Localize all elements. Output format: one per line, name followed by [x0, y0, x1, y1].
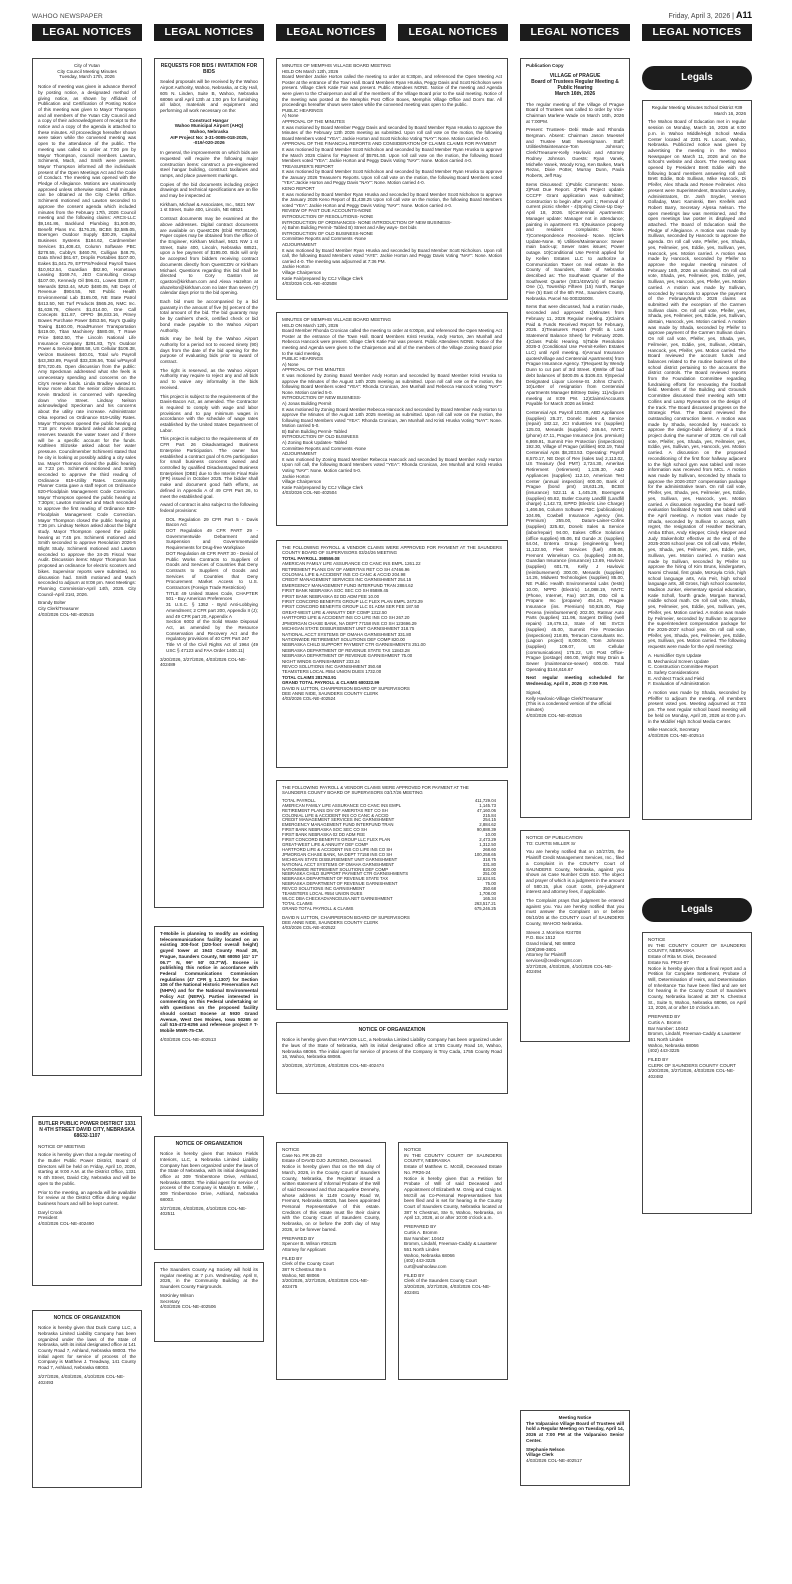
case-number: Case No. PR 26-23 — [282, 1152, 322, 1158]
notice-code: 3/20/2026, 3/27/2026, 4/03/2026 COL-NE-402481 — [404, 1284, 491, 1295]
notice-code: 3/20/2026, 3/27/2026, 4/03/2026 COL-NE-402474 — [282, 1063, 384, 1069]
legals-heading: Legals — [642, 898, 752, 922]
notice-line: It was motioned by Board Member Ryan Hruska and seconded by Board Member Scott Nicholson to approve the January 2026 Keno Report of $1,438.25 Upon roll call vote on the motion, the following Board Members voted "YEA": Jackie Horton and Peggy Davis Voting "NAY": None. Motion carried 4-0. — [282, 191, 502, 208]
notice-code: 4/03/2026 COL-NE-402516 — [526, 712, 582, 718]
signature-label: Signed, — [526, 689, 542, 695]
claim-amount: 350.68 — [482, 886, 496, 892]
attorney-name: Spencer B. Wilson #26125 — [282, 1241, 337, 1247]
filer: Clerk of the County Court — [282, 1261, 334, 1267]
signature-title: Secretary — [160, 1298, 180, 1304]
legal-notices-banner: LEGAL NOTICES — [276, 24, 386, 41]
notice-body: The regular meeting of the Village of Prague Board of Trustees was called to order by Vice-Chairman Marlene Wade on March 16th, 2026 at 7:00PM. — [526, 101, 624, 124]
claim-amount: 268.60 — [482, 846, 496, 852]
notice-body: Notice of meeting was given in advance thereof by posting notice, a designated method of giving notice, as shown by Affidavit of Publication and Certification of Posting Notice of this meeting was given to Mayor Thompson and all members of the Yutan City Council and a copy of their acknowledgment of receipt to the notice and a copy of the agenda is attached to these minutes. All proceedings hereafter shown were taken while the convened meeting was open to the attendance of the public. The meeting was called to order at 7:00 pm by Mayor Thompson, council members Lawton, Schimenti, Mach, and Smith were present. Mayor Thompson informed all the individuals present of the Open Meetings Act and the Code of Conduct. The meeting was opened with the Pledge of Allegiance. Motions are unanimously approved unless otherwise stated. Full minutes can be obtained at the City Clerks Office. Schimenti motioned and Lawton seconded to approve the consent agenda which included minutes from the February 17th, 2026 Council meeting and the following claims: ARCS-LLC $9,161.86, Backlund Plumbing $1,500.00, Benefit Plans Inc. $176.25, BCBS $2,585.05, Boerngen Outdoor Supply $30.29, Capital Business Systems $184.62, Cardmember Services $1,408.43, Column Software PBC $278.55, Cubby's $460.78, Culligan $48.75, Data Shred $61.67, Droplin Portables $107.00, Eakes $1,041.79, EFTPS/Federal Payroll Taxes $10,912.54, Guardian $82.90, Hometown Leasing $169.74, JEO Consulting Group $107.00, Kennedy Oil $96.01, Lowes $189.47, Menards $253.44, MUD $480.05, NE Dept of Revenue $904.55, NE Public Health Environmental Lab $165.00, NE State Patrol $413.50, NE Turf Products $565.26, NMC Inc. $1,638.78, Olsen's $1,014.00, One Call Concepts $11.87, OPPD $6,033.16, Pitney Bowes Purchase Power $453.56, Ray's Quality Towing $160.00, RoadRunner Transportation $419.00, Titan Machinery $580.08, T Rowe Price $462.50, The Lincoln National Life Insurance Company $291.83, Ty's Outdoor Power & Service $688.58, US Cellular $106.38, Verizon Business $40.01, Total w/o Payroll $43,383.89, Payroll $33,336.56, Total w/Payroll $76,720.45. Open discussion from the public: Amy Speckman addressed what she feels is unnecessary spending and concerns on the City's reserve funds. Linda Bradley wanted to know more about the senior citizen discount. Kevin Bradord is concerned with speeding down Vine Street. Lindsay Nelson acknowledged Speckman and his concerns about the utility rate increase. Administrator Olsa reported on Ordinance 819-Utility Rates. Mayor Thompson opened the public hearing at 7:18 pm: Kevin Bradord asked about putting reserves towards the water tower and if there will be a specific account for the funds. Kathleen Slizoske asked about her water pressure. Councilmember Schimenti stated that he city is looking at possibly adding a city sales tax. Mayor Thomson closed the public hearing at 7:23 pm. Schimenti motioned and Smith seconded to approve the third reading of Ordinance 819-Utility Rates. Community Planner Costa gave a staff report on Ordinance 820-Floodplain Management Code Correction. Mayor Thompson opened the public hearing at 7:30pm; Lawton motioned and Mach seconded to approve the first reading of Ordinance 820-Floodplain Management Code Correction. Mayor Thompson closed the public hearing at 7:36 pm. Lindsay Nelson asked about the blight study. Mayor Thompson opened the public hearing at 7:45 pm. Schimenti motioned and Smith seconded to approve Resolution 2026-5 Blight Study. Schimenti motioned and Lawton seconded to approve the 24-25 Fiscal Year Audit. Discussion items: Mayor Thompson has proposed an ordinance for electric scooters and bikes. Supervisor reports were submitted, no discussion had. Smith motioned and Mach seconded to adjourn at 8:08 pm. Next Meetings: Planning Commission-April 14th, 2026. City Council-April 21st, 2026. — [38, 84, 136, 597]
estate-name: Estate of Rita M. Divis, Deceased — [648, 954, 717, 960]
claim-vendor: CREDIT MANAGEMENT SERVICES INC GARNISHMENT — [282, 817, 395, 823]
claim-amount: 254.15 — [482, 817, 496, 823]
firm-address: 551 North Linden — [404, 1246, 440, 1252]
claim-vendor: NATIONAL ACCT SYSTEMS OF OMAHA GARNISHMENT — [282, 861, 395, 867]
notice-title: Regular Meeting Minutes School District #39 — [651, 105, 743, 110]
law-firm: Bromm, Lindahl, Freeman-Caddy & Lausterer — [404, 1241, 497, 1247]
claim-line: NEBRASKA DEPARTMENT OF REVENUE STATE TAX 11843.28 — [282, 647, 410, 653]
notice-title: NOTICE OF ORGANIZATION — [53, 1315, 121, 1321]
claim-vendor: WLCC DBA CHECKADVANCEUSA.NET GARNISHMENT — [282, 895, 393, 901]
jurging-estate-notice — [276, 1142, 386, 1380]
firm-city: Wahoo, Nebraska 68066 — [648, 1042, 699, 1048]
signature: Kelly Havlovic-Village Clerk/Treasurer — [526, 695, 603, 701]
valparaiso-meeting-notice — [520, 1410, 630, 1486]
notice-line: It was motioned by Zoning Board Member Rebecca Hancock and seconded by Board Member Andy Horton Upon roll call, the following Board Members voted "YEA": Rhonda Cronican, Jen Munhall and Kristi Hruska Voting "NAY": None. Motion carried 5-0. — [282, 456, 502, 474]
signature: Brandy Bolter — [38, 600, 66, 606]
notice-line: INTRODUCTION OF ORDINANCES- NONE INTRODUCTION OF NEW BUSINESS- — [282, 219, 452, 225]
notice-title: NOTICE OF ORGANIZATION — [175, 1141, 243, 1147]
duck-camp-organization-notice — [32, 1310, 142, 1488]
section-heading: KENO REPORT — [282, 186, 315, 192]
claims-table — [282, 799, 502, 912]
legal-notices-banner: LEGAL NOTICES — [32, 24, 142, 41]
federal-provision: 31 U.S.C. § 1352 - Byrd Anti-Lobbying Amendment; 2 CFR part 200, Appendix II (J); and 49 CFR part 20, Appendix A — [166, 602, 258, 619]
claim-amount: 90,888.39 — [476, 827, 496, 833]
notice-body: Notice is hereby given that on the 9th day of March, 2026, in the County Court of Saunders County, Nebraska, the Registrar issued a written statement of Informal Probate of the Will of said Deceased and that Jacqueline Dennehy, whose address is 1149 County Road W, Fremont, Nebraska 68025, has been appointed Personal Representative of this estate. Creditors of this estate must file their claims with the County Court of Saunders County, Nebraska, on or before the 20th day of May 2026, or be forever barred. — [282, 1164, 380, 1232]
notice-body: The Complaint prays that judgment be entered against you. You are hereby notified that you must answer the Complaint on or before 05/10/26 at the COUNTY court of SAUNDERS County, WAHOO Nebraska. — [526, 898, 624, 926]
notice-body: Centennial Apt. Payroll 103.89, ABD Appliances (supplies) 25.37, Donelc Sales & Service (repair) 182.12, JCI Industries Inc (supplies) 125.03, Menards (supplies) 246.64, NNTC (phone) 47.11, Prague Insurance (ins. premium) 6,869.91, Summit Fire Protection (inspections) 192.30, Village of Prague (utilities) 602.19, Total Centennial Apts $8,203.53. Operating: Payroll 8,570.17, NE Dept of Rev (sales tax) 2,113.02, US Treasury (fed PMT) 2,724.30, Ameritas Retirement (retirement) 1,136.30, A&D Appliances (supplies) 112.10, American Test Center (annual inspection) 600.00, Bank of Prague (bond pmt) 18,631.25, BCBS (insurance) 522.11 & 1,445.29, Boerngens (supplies) 65.82, Butler County Landfill (Landfill charge) 1,142.73, EPPD (Electric Line Charge) 1,466.56, Column Software PBC (publications) 104.95, Cowbell Insurance Agency (ins. Premium) 255.00, Datum-Lainer-Cofins (supplies) 325.82, Donelc Sales & Service (labor/repair) 94.00, Eakes Office Solutions (office supplies) 85.06, Ed Gunde Jr. (supplies) 64.04, Enterra Group (engineering fees) 11,122.50, Fleet Services (fuel) 498.06, Fremont Winnelson Co. (supplies) 249.04, Guardian Insurance (insurance) 13.69, Havlovic (supplies) 601.78, Kelly J Havlovic (reimbursement) 300.00, Menards (supplies) 14.26, Midwest Technologies (supplies) 85.00, NE Public Health Environmental Labs (tests) 10.00, NPPD (Electric) 14,088.19, NNTC (Phone, Internet, Fax) 167.38, Otto Oil & Propane Inc (propane) 454.24, Prague Insurance (ins. Premium) 50,926.00, Ray Pecena (reimbursement) 202.00, Ratmar Auto Parts (supplies) 111.96, Sargent Drilling (well repairs) 19,479.13, State of NE SVCS (supplies) 45.00, Summit Fire Protection (inspections) 218.85, Terracon Consultants Inc. (Lagoon project) 8,000.00, Tom Johnson (supplies) 109.07, US Cellular (communications) 175.22, US Post Office-Prague (postage) 466.00, Wright Way Drain & Sewer (maintenance-sewer) 600.00. Total Operating $144,616.67 — [526, 410, 624, 672]
claim-amount: 12,624.81 — [476, 876, 496, 882]
notice-title: NOTICE — [282, 1147, 300, 1152]
claim-vendor: TEAMSTERS LOCAL #554 UNION DUES — [282, 891, 363, 897]
notice-title: VILLAGE of PRAGUE — [549, 72, 601, 79]
notice-code: 4/03/2026 COL-NE-402522 — [282, 925, 336, 931]
bids-notice — [154, 58, 264, 908]
notice-body: Contract documents may be examined at the above addresses. Digital contract documents are available on QuestCDN (Ebid #9736106). Paper copies may be obtained from the office of the Engineer, Kirkham Michael, 5621 NW 1 st Street, Suite 400, Lincoln, Nebraska 68521, upon a fee payment of $195.00. Bids will only be accepted from bidders receiving contract documents directly from QuestCDN or Kirkham Michael. Questions regarding this bid shall be directed to Cory Gaston at cgaston@kirkham.com and Alexa Hazelton at ahazelton@kirkham.com no later than seven (7) calendar days prior to the bid opening. — [160, 216, 258, 296]
notice-line: Committee Reports and Comments -None — [282, 445, 367, 451]
legal-notices-banner: LEGAL NOTICES — [642, 24, 752, 41]
attorney-role: Attorney for Applicant — [282, 1246, 326, 1252]
section-heading: INTRODUCTION OF NEW BUSINESS- — [282, 395, 362, 401]
claim-vendor: NEBRASKA CHILD SUPPORT PAYMENT CTR GARNISHMENTS — [282, 871, 409, 877]
claim-line: EMERGENCY MANAGEMENT FUND INTERFUND TRAN 2884.62 — [282, 582, 414, 588]
signature-title: Village Chairperson — [282, 269, 322, 275]
claim-line: REVCO SOLUTIONS INC GARNISHMENT 350.68 — [282, 663, 382, 669]
engineer-address: Kirkham, Michael & Associates, Inc., 5621 NW 1 st Street, Suite 400, Lincoln, NE 68521 — [160, 201, 255, 213]
claim-line: NEBRASKA CHILD SUPPORT PAYMENT CTR GARNISHMENTS 251.00 — [282, 642, 426, 648]
request-item: D. Safety Considerations — [648, 669, 699, 675]
signature-title: President — [38, 1215, 58, 1221]
section-heading: PUBLIC HEARINGS — [282, 356, 324, 362]
notice-line: It was motioned by Zoning Board Member Andy Horton and seconded by Board Member Kristi Hruska to approve the Minutes of the August 14th 2025 meeting as submitted. Upon roll call vote on the motion, the following Board Members voted "YEA": Rhonda Cronican, Jen Munhall and Rebecca Hancock Voting "NAY": None. Motion carried 5-0. — [282, 372, 502, 395]
claim-amount: 165.34 — [482, 895, 496, 901]
claim-vendor: NATIONWIDE RETIREMENT SOLUTIONS DEF COMP — [282, 866, 389, 872]
firm-phone: (402) 443-3225 — [648, 1048, 680, 1054]
notice-body: You are hereby notified that on 10/27/25, the Plaintiff Credit Management Services, Inc., filed a Complaint in the COUNTY Court of SAUNDERS County, Nebraska, against you shown as Case Number CI25 610. The object and prayer of which is a judgment in the amount of 580.15, plus court costs, pre-judgment interest and attorney fees, if applicable. — [526, 849, 624, 895]
claim-line: RETIREMENT PLANS DIV OF AMERITAS RET CO SH 47466.96 — [282, 566, 410, 572]
filer: Clerk of the Saunders County Court — [404, 1278, 477, 1284]
attorney-phone: (308)398-3801 — [526, 946, 557, 952]
notice-intro: SAUNDERS COUNTY BOARD OF SUPERVISORS 03/17/26 MEETING — [282, 790, 423, 796]
notice-subtitle: Board of Trustees Regular Meeting & Public Hearing — [531, 78, 619, 92]
page-number: A11 — [735, 10, 752, 20]
claim-amount: 251.00 — [482, 871, 496, 877]
federal-provision: DOT Regulation 49 CFR PART 30 - Denial of Public Works Contracts to Suppliers of Goods and Services of Countries that Deny Contracts to Suppliers of Goods and Services of Countries that Deny Procurement Market Access to U.S. Contractors (Foreign Trade Restriction) — [166, 550, 258, 591]
notice-intro: THE FOLLOWING PAYROLL & VENDOR CLAIMS WERE APPROVED FOR PAYMENT AT THE SAUNDERS COUNTY BOARD OF SUPERVISORS 03/24/26 MEETING — [282, 545, 502, 556]
notice-title: Meeting Notice — [558, 1415, 592, 1420]
condensed-note: (This is a condensed version of the official minutes) — [526, 701, 612, 712]
notice-body: Notice is hereby given that a Petition for Probate of Will of said Deceased and Appointment of Elizabeth M. Greig and Craig M. McGill as Co-Personal Representatives has been filed and is set for hearing in the County Court of Saunders County, Nebraska located at 387 N Chestnut, Ste 5, Wahoo, Nebraska, on April 13, 2026, at or after 10:00 o'clock a.m. — [404, 1175, 502, 1221]
notice-body: The Valparaiso Village Board of Trustees will hold a Regular Meeting on Tuesday, April 14, 2026 at 7:00 PM at the Valparaiso Senior Center. — [526, 1420, 624, 1443]
notice-code: 4/03/2026 COL-NE-402515 — [38, 611, 94, 617]
claim-vendor: TOTAL PAYROLL — [282, 797, 316, 803]
notice-code: 4/03/2026 COL-NE-402490 — [38, 1221, 94, 1227]
notice-body: Items that were discussed, had a motion made, seconded and approved: 1)Minutes from February 11, 2026 Regular meeting. 2)Claims Paid & Funds Received Report for February, 2026. 3)Treasurers Report (Profit & Loss Statement/ Balance Sheet) for February 2026. 4)Class Public Hearing. 5)Table Resolution 2026-3 (Conditional Use Permit-Kellen Estates LLC) until April meeting. 6)Annual Insurance quotes/Village and Centennial Apartments) from Prague Insurance Agency. 7)Request by Wendy Dunn to cut part of 3rd Street. 8)Write off bad debt balances of $400.05 & $106.03. 9)Special Designated Liquor License-St. Johns Church. 10)Letter of resignation from Centennial Apartments Manager Brittney Daley. 11)Adjourn meeting at 8:09 PM. 12)Claims/Accounts Payable for March 2026 as listed: — [526, 304, 624, 407]
claim-amount: 331.80 — [482, 861, 496, 867]
claim-vendor: JPMORGAN CHASE BANK, NA DEPT 77158 INS CO SH — [282, 851, 393, 857]
claim-vendor: FIRST CONCORD BENEFITS GROUP LLC FLEX PLAN — [282, 837, 391, 843]
signature: DEE ANNE NIDE, SAUNDERS COUNTY CLERK — [282, 920, 379, 926]
law-firm: Bromm, Lindahl, Freeman-Caddy & Lausterer — [648, 1031, 741, 1037]
request-item: E. Architect Track and Field — [648, 675, 704, 681]
attorney-role: Attorney for Plaintiff — [526, 952, 567, 958]
section-banners — [32, 24, 752, 41]
claim-line: NATIONWIDE RETIREMENT SOLUTIONS DEF COMP 820.00 — [282, 636, 405, 642]
claims-row — [282, 907, 496, 912]
notice-date: HELD ON March 12th, 2026 — [282, 322, 339, 328]
notice-code: 3/20/2026, 3/27/2026, 4/03/2026 COL-NE-402475 — [282, 1278, 369, 1290]
notice-line: INTRODUCTION OF OLD BUSINESS-NONE — [282, 230, 374, 236]
filed-by-label: FILED BY — [648, 1057, 669, 1063]
filer-city: Wahoo, NE 68066 — [282, 1272, 320, 1278]
claim-line: AMERICAN FAMILY LIFE ASSURANCE CO CANC INS EMPL 1261.22 — [282, 561, 421, 567]
claim-amount: 75.00 — [485, 881, 496, 887]
prepared-by-label: PREPARED BY — [648, 1014, 681, 1020]
notice-title: NOTICE — [404, 1147, 422, 1152]
notice-title: City of Yutan — [74, 63, 100, 68]
claim-amount: 675,246.25 — [474, 905, 496, 911]
request-item: B. Mechanical Screen Update — [648, 658, 709, 664]
total-payroll: TOTAL PAYROLL 398559.08 — [282, 555, 340, 561]
notice-line: It was motioned by Board Member Scott Nicholson and seconded by Board Member Ryan Hruska to approve the January 2026 Treasurer's Reports. Upon roll call vote on the motion, the following Board Members voted "YEA":Jackie Horton and Peggy Davis "NAY": None. Motion carried 4-0. — [282, 169, 502, 186]
claim-amount: 10.00 — [485, 832, 496, 838]
project-name: Construct Hangar — [189, 117, 229, 123]
maison-organization-notice — [154, 1136, 264, 1250]
claim-vendor: NEBRASKA DEPARTMENT OF REVENUE GARNISHMENT — [282, 881, 398, 887]
section-heading: ADJOURNMENT — [282, 242, 317, 247]
federal-provision: Section 6002 of the Solid Waste Disposal Act, as amended by the Resource Conservation and Recovery Act and the regulatory provisions of 40 CFR Part 247 — [166, 619, 258, 642]
claim-line: JPMORGAN CHASE BANK, NA DEPT 77158 INS CO SH 123696.29 — [282, 620, 417, 626]
notice-body: This project is subject to the requirements of 49 CFR Part 26 Disadvantaged Business Enterprise Participation. The owner has established a contract goal of 6.0% participation for small business concerns owned and controlled by qualified Disadvantaged Business Enterprises (DBE) due to the Interim Final Rule (IFR) issued in October 2025. The bidder shall make and document good faith efforts, as defined in Appendix A of 49 CFR Part 26, to meet the established goal. — [160, 436, 258, 499]
claim-vendor: GRAND TOTAL PAYROLL & CLAIMS — [282, 905, 354, 911]
estate-number: Estate No. PR24-97 — [648, 959, 689, 965]
notice-body: Sealed proposals will be received by the Wahoo Airport Authority, Wahoo, Nebraska, at City Hall, 605 N. Linden, Suite B, Wahoo, Nebraska 68066 until April 13th at 1:00 pm for furnishing all labor, materials and equipment and performing all work necessary on the: — [160, 79, 258, 113]
butler-meeting-notice — [32, 1116, 142, 1286]
ag-society-notice — [154, 1262, 264, 1342]
project-location: Wahoo Municipal Airport (AHQ) — [174, 123, 244, 129]
claim-line: NIGHT WINDS GARNISHMENT 233.24 — [282, 658, 360, 664]
signature: Daryl Crook — [38, 1209, 63, 1215]
notice-code: 4/03/2026 COL-NE-402506 — [160, 1304, 216, 1310]
notice-line: It was motioned by Board Member Scott Nicholson and seconded by Board Member Ryan Hruska to approve the March 2026 Claims for Payment of $5791.50. Upon roll call vote on the motion, the following Board Members voted "YEA": Jackie Horton and Peggy Davis Voting "NAY": None. Motion carried 4-0. — [282, 146, 502, 164]
newspaper-name: WAHOO NEWSPAPER — [32, 13, 103, 20]
attorney-po-box: P.O. Box 1512 — [526, 935, 556, 941]
attorney-name: Steven J. Morrison #24708 — [526, 929, 581, 935]
project-city: Wahoo, Nebraska — [189, 129, 229, 135]
section-heading: APPROVAL OF THE MINUTES — [282, 367, 345, 373]
claim-line: CREDIT MANAGEMENT SERVICES INC GARNISHMENT 254.15 — [282, 577, 412, 583]
notice-code: 4/03/2026 COL-NE-402513 — [160, 1036, 216, 1042]
request-item: A. Humidifier Gym Update — [648, 652, 702, 658]
signature: Stephanie Nelson — [526, 1446, 565, 1452]
section-heading: INTRODUCTION OF OLD BUSINESS — [282, 434, 359, 440]
prepared-by-label: PREPARED BY — [282, 1235, 315, 1241]
notice-intro: THE FOLLOWING PAYROLL & VENDOR CLAIMS WERE APPROVED FOR PAYMENT AT THE — [282, 785, 469, 790]
claim-vendor: MICHIGAN STATE DISBURSEMENT UNIT GARNISHMENT — [282, 856, 398, 862]
notice-code: 4/03/2026 COL-NE-402517 — [526, 1457, 582, 1463]
attorney-email: services@credit-mgmt.com — [526, 958, 582, 964]
notice-line: B) Bahm Building Permit- Tabled — [282, 428, 347, 434]
yutan-minutes-notice — [32, 58, 142, 1076]
signature: Jackie Horton — [282, 264, 310, 270]
notices-area — [32, 48, 752, 1578]
filer: CLERK OF SAUNDERS COUNTY COURT — [648, 1062, 736, 1068]
bar-number: Bar Number: 10442 — [404, 1235, 445, 1241]
notice-title: MINUTES OF MEMPHIS VILLAGE BOARD MEETING — [282, 317, 392, 322]
filed-by-label: FILED BY — [282, 1255, 303, 1261]
notice-date: March 16th, 2026 — [554, 91, 596, 98]
publication-label: Publication Copy — [526, 63, 564, 68]
notice-recipient: TO: CURTIS MILLER Sr — [526, 840, 576, 846]
claim-line: MICHIGAN STATE DISBURSEMENT UNIT GARNISHMENT 318.75 — [282, 626, 415, 632]
claim-line: FIRST CONCORD BENEFITS GROUP LLC 01 ADM SER FEE 187.50 — [282, 604, 420, 610]
memphis-board-minutes — [276, 58, 508, 300]
section-heading: APPROVAL OF THE FINANCIAL REPORTS AND CONSIDERATION OF CLAIMS CLAIMS FOR PAYMENT — [282, 141, 497, 147]
notice-body: The Wahoo Board of Education met in regular session on Monday, March 16, 2026 at 6:00 p.m. in Wahoo Middle/High School Media Center located at 2201 N. Locust, Wahoo, Nebraska. Publicized notice was given by advertising the meeting in the Wahoo Newspaper on March 11, 2026 and on the school's website and doors. The meeting was opened by President Brett Eddie with the following board members answering roll call: Brett Eddie, Bob Sullivan, Mike Hancock, Di Pfeifer, Alex Shada and Renee Feilmeier. Also present were Superintendent, Brandon Lavaley, Administrators, Dr. Josh Snyder, Vernon Golladay, Marc Kaminski, Ben Kreifels and Robert Barry, Secretary Alyssa Nelson. The open meetings law was mentioned, and the open meetings law poster is displayed and attached. The Board of Education said the Pledge of Allegiance. A motion was made by Sullivan, seconded by Hancock to approve the agenda. On roll call vote, Pfeifer, yes, Shada, yes, Feilmeier, yes, Eddie, yes, Sullivan, yes, Hancock, yes. Motion carried. A motion was made by Hancock, seconded by Pfeifer to approve the regular meeting minutes of February 16th, 2026 as submitted. On roll call vote, Shada, yes, Feilmeier, yes, Eddie, yes, Sullivan, yes, Hancock, yes, Pfeifer, yes. Motion carried. A motion was made by Sullivan, seconded by Hancock to approve the payment of the February/March 2026 claims as submitted with the exception of the Carmen Sullivan claim. On roll call vote, Pfeifer, yes, Shada, yes, Feilmeier, yes, Eddie, yes, Sullivan, abstain, Hancock, yes. Motion carried. A motion was made by Shada, seconded by Pfeifer to approve payment of the Carmen Sullivan claim. On roll call vote, Pfeifer, yes, Shada, yes, Feilmeier, yes, Eddie, yes, Sullivan, Abstain, Hancock, yes, Pfeifer, yes. Motion carried. The Board reviewed the account funds and balances related to the routine business of the school district pertaining to the accounts the district controls. The Board reviewed reports from the Foundation Committee regarding fundraising efforts for renovating the football field. Members of the Building and Grounds Committee discussed their meeting with MEI Collins and Lamp Rynearson on the design of the track. The Board discussed progress on the Strategic Plan. The Board reviewed the outstanding construction items. A motion was made by Shada, seconded by Hancock to approve the design-build delivery of a track project during the summer of 2026. On roll call vote, Pfeifer, yes, Shada, yes, Feilmeier, yes, Eddie, yes, Sullivan, yes, Hancock, yes. Motion carried. A discussion on the proposed reconditioning of the first floor hallway adjacent to the high school gym was tabled until more information was received from MCL. A motion was made by Sullivan, seconded by Shada to approve the 2026-2027 compensation package for the administrative team. On roll call vote, Pfeifer, yes, Shada, yes, Feilmeier, yes, Eddie, yes, Sullivan, yes, Hancock, yes. Motion carried. A discussion regarding the board self-evaluation facilitated by NASB was tabled until the April meeting. A motion was made by Shada, seconded by Sullivan to accept, with regret, the resignation of Heather Beckman, Amba Ethos, Andy Klepper, Cindy Klepper and Judy Stukenholtz effective at the end of the 2025-2026 school year. On roll call vote, Pfeifer, yes, Shada, yes, Feilmeier, yes, Eddie, yes, Sullivan, yes. Motion carried. A motion was made by Sullivan, seconded by Pfeifer to approve the hiring of Kim Bruns, kindergarten, Naomi Chvatal, first grade, McKayla Crick, high school language arts, Aria Feit, high school language arts, Jill Gross, high school counselor, Madison Junker, elementary special education, Katie Scholl, fourth grade, Morgan Samrad, middle school math. On roll call vote, Shada, yes, Feilmeier, yes, Eddie, yes, Sullivan, yes, Pfeifer, yes. Motion carried. A motion was made by Feilmeier, seconded by Sullivan to approve the superintendent compensation package for the 2026-2027 school year. On roll call vote, Pfeifer, yes, Shada, yes, Feilmeier, yes, Eddie, yes, Sullivan, yes. Motion carried. The following requests were made for the April meeting: — [648, 119, 746, 650]
bar-number: Bar Number: 10442 — [648, 1025, 689, 1031]
claim-amount: 100,258.65 — [474, 851, 496, 857]
notice-date: Tuesday, March 17th, 2026 — [59, 74, 115, 80]
payroll-claims-0317 — [276, 780, 508, 1010]
notice-body: Award of contract is also subject to the following federal provisions: — [160, 502, 258, 513]
section-heading: ADJOURNMENT — [282, 451, 317, 457]
signature-title: Village Clerk — [526, 1452, 554, 1458]
notice-body: A motion was made by Shada, seconded by Pfeiffer to adjourn the meeting. All members present voted yes. Meeting adjourned at 7:03 pm. The next regular school board meeting will be held on Monday, April 20, 2026 at 6:00 p.m. in the Middle/ High School Media Center. — [648, 690, 746, 724]
request-item: F. Evaluation of Administration — [648, 681, 710, 687]
claim-vendor: RETIREMENT PLANS DIV OF AMERITAS RET CO SH — [282, 807, 388, 813]
signature: DAVID N LUTTON, CHAIRPERSON BOARD OF SUPERVISORS — [282, 914, 410, 920]
firm-email: curt@wahoolaw.com — [404, 1264, 447, 1270]
estate-name: Estate of DAVID DJO JURGING, Deceased. — [282, 1158, 373, 1164]
notice-line: A) Jonas Building Permit — [282, 400, 332, 406]
notice-title: NOTICE — [648, 937, 666, 942]
attorney-name: Curtis A. Bromm — [404, 1229, 438, 1235]
claim-vendor: EMERGENCY MANAGEMENT FUND INTERFUND TRAN — [282, 822, 394, 828]
notice-body: Each bid must be accompanied by a bid guaranty in the amount of five (5) percent of the total amount of the bid. The bid guaranty may be by cashier's check, certified check or bid bond made payable to the Wahoo Airport Authority. — [160, 299, 258, 333]
notice-body: Notice is hereby given that HWY109 LLC, a Nebraska Limited Liability Company has been organized under the laws of the State of Nebraska, with its initial designated office at 1755 County Road 16, Wahoo, Nebraska 68066. The initial agent for service of process of the Company is Troy Cada, 1755 County Road 16, Wahoo, Nebraska 68066. — [282, 1037, 502, 1060]
notice-body: Notice is hereby given that a regular meeting of the Butler Public Power District, Board of Directors will be held on Friday, April 10, 2026, starting at 9:00 A.M. at the District Office, 1331 N 4th Street, David City, Nebraska and will be open to the public. — [38, 1152, 136, 1186]
estate-name: Estate of Matthew C. McGill, Deceased Estate No. PR26-24 — [404, 1164, 502, 1175]
notice-title: NOTICE OF ORGANIZATION — [358, 1027, 426, 1033]
claim-amount: 47,160.06 — [476, 807, 496, 813]
notice-body: T-Mobile is planning to modify an existing telecommunications facility located on an existing 300-foot (320-foot overall height) guyed tower at 1943 County Road 28, Prague, Saunders County, NE 68050 (41° 17' 06.7" N, 96° 50' 03.7"W). Eocene is publishing this notice in accordance with Federal Communications Commission regulations (47 CFR § 1.1307) for Section 106 of the National Historic Preservation Act (NHPA) and for the National Environmental Policy Act (NEPA). Parties interested in commenting on this Federal undertaking or with questions on the proposed facility should contact Eocene at 5930 Grand Avenue, West Des Moines, Iowa 50265 or call 515-473-6256 and reference project # T-Mobile MWR-75-CM. — [160, 931, 258, 1033]
claim-line: NATIONAL ACCT SYSTEMS OF OMAHA GARNISHMENT 331.80 — [282, 631, 412, 637]
claim-vendor: HARTFORD LIFE & ACCIDENT INS CO LIFE INS CO SH — [282, 846, 393, 852]
signature: Katie Fair/prepared by CCJ Village Clerk — [282, 484, 363, 490]
section-heading: TREASURER'S REPORT — [282, 163, 334, 169]
page-header — [32, 6, 752, 20]
notice-code: 4/03/2026 COL-NE-402514 — [648, 732, 704, 738]
claim-amount: 1,708.00 — [479, 891, 496, 897]
notice-title: BUTLER PUBLIC POWER DISTRICT 1331 N 4TH STREET DAVID CITY, NEBRASKA 68632-1107 — [38, 1121, 136, 1140]
notice-code: 4/03/2026 COL-NE-402504 — [282, 490, 337, 496]
notice-code: 4/03/2026 COL-NE-402524 — [282, 696, 336, 702]
claim-amount: 820.00 — [482, 866, 496, 872]
notice-title: City Council Meeting Minutes — [57, 68, 117, 74]
notice-line: A) None — [282, 113, 299, 119]
notice-body: Copies of the bid documents including project drawings and technical specifications are on file and may be inspected at: — [160, 181, 258, 199]
legals-heading: Legals — [642, 66, 752, 90]
hwy109-organization-notice — [276, 1022, 508, 1094]
attorney-city: Grand Island, NE 68802 — [526, 940, 576, 946]
claim-line: FIRST CONCORD BENEFITS GROUP LLC FLEX PLAN EMPL 2473.29 — [282, 599, 423, 605]
request-item: C. Construction Committee Report — [648, 664, 719, 670]
notice-body: This project is subject to the requirements of the Davis-Bacon Act, as amended. The Contractor is required to comply with wage and labor provisions and to pay minimum wages in accordance with the schedule of wage rates established by the United States Department of Labor. — [160, 393, 258, 433]
notice-date: March 16, 2026 — [714, 110, 746, 116]
federal-provision: TITLE 49 United States Code, CHAPTER 501 - Buy American Preferences — [166, 590, 258, 602]
legal-notices-banner: LEGAL NOTICES — [398, 24, 508, 41]
claim-amount: 1,145.73 — [479, 802, 496, 808]
claim-vendor: TOTAL CLAIMS — [282, 900, 313, 906]
claim-line: FIRST BANK NEBRASKA 02 DD ADM FEE 10.00 — [282, 593, 380, 599]
notice-subtitle: NOTICE OF MEETING — [38, 1143, 86, 1149]
filer-address: 387 N Chestnut Ste 5 — [282, 1267, 326, 1273]
claim-vendor: AMERICAN FAMILY LIFE ASSURANCE CO CANC INS EMPL — [282, 802, 401, 808]
signature: Katie Fair/prepared by CCJ Village Clerk — [282, 275, 363, 281]
notice-line: It was motioned by Board Member Peggy Davis and seconded by Board Member Ryan Hruska to approve the Minutes of the February 12th 2026 meeting as submitted. Upon roll call vote on the motion, the following Board Members voted "YEA": Jackie Horton and Scott Nicholso Voting "NAY": None. Motion carried 4-0. — [282, 124, 502, 141]
claim-vendor: FIRST BANK NEBRASKA 02 DD ADM FEE — [282, 832, 366, 838]
notice-line: REVIEW OF PAST DUE ACCOUNTS-NONE — [282, 208, 372, 214]
legal-notices-banner: LEGAL NOTICES — [520, 24, 630, 41]
notice-code: 3/27/2026, 4/03/2026, 4/10/2026 COL-NE-402493 — [38, 1373, 125, 1385]
firm-city: Wahoo, Nebraska 68066 — [404, 1252, 455, 1258]
signature: Jackie Horton — [282, 473, 310, 479]
section-heading: PUBLIC HEARINGS — [282, 107, 324, 113]
total-claims: TOTAL CLAIMS 281763.91 — [282, 674, 337, 680]
attorney-name: Curtis A. Bromm — [648, 1019, 682, 1025]
federal-provision: DOL Regulation 29 CFR Part 5 - Davis Bacon Act — [166, 516, 258, 528]
claim-line: NEBRASKA DEPARTMENT OF REVENUE GARNISHMENT 75.00 — [282, 653, 413, 659]
claim-line: FIRST BANK NEBRASKA SOC SEC CO SH 85889.45 — [282, 588, 389, 594]
next-meeting: Next regular meeting scheduled for Wednesday, April 8 , 2026 @ 7:00 P.M. — [526, 675, 624, 687]
notice-body: Board Member Jackie Horton called the meeting to order at 6:30pm, and referenced the Open Meeting Act Poster at the entrance of the Town Hall. Board Members Ryan Hruska, Peggy Davis and Scott Nicholson were present. Village Clerk Katie Fair was present. Public Attendees NONE. Notice of the meeting and Agenda were given to the Chairperson and all of the members of the Village Board prior to the said meeting. Notice of the meeting was posted at the Memphis Post Office Boxes, Memphis Village Office and Don's Bar. All proceedings hereafter shown were taken while the convened meeting was open to the public. — [282, 74, 502, 108]
firm-address: 551 North Linden — [648, 1036, 684, 1042]
signature: McKinley Wilson — [160, 1292, 194, 1298]
notice-title: REQUESTS FOR BIDS / INVITATION FOR BIDS — [160, 63, 258, 76]
notice-line: A) Zoning Book Updates- Tabled — [282, 440, 347, 446]
claim-line: HARTFORD LIFE & ACCIDENT INS CO LIFE INS CO SH 267.20 — [282, 615, 410, 621]
notice-body: Notice is hereby given that Maison Fields Interiors, LLC, a Nebraska Limited Liability Company has been organized under the laws of the State of Nebraska, with its initial designated office at 309 Timberstone Drive, Ashland, Nebraska 68003. The initial agent for service of process of the Company is Matalyn E. Miller, , 309 Timberstone Drive, Ashland, Nebraska 68003. — [160, 1151, 258, 1202]
prepared-by-label: PREPARED BY — [404, 1224, 437, 1230]
notice-line: It was motioned by Board Member Ryan Hruska and seconded by Board Member Scott Nicholson. Upon roll call, the following Board Members voted "AYE": Jackie Horton and Peggy Davis Voting "NAY": None. Motion carried 4-0. The meeting was adjourned at 7:36 PM. — [282, 247, 502, 264]
claim-amount: 318.75 — [482, 856, 496, 862]
section-heading: APPROVAL OF THE MINUTES — [282, 118, 345, 124]
claim-vendor: NEBRASKA DEPARTMENT OF REVENUE STATE TAX — [282, 876, 389, 882]
notice-title: NOTICE OF PUBLICATION — [526, 835, 583, 840]
notice-code: 4/03/2026 COL-NE-402508 — [282, 281, 337, 287]
notice-line: It was motioned by Zoning Board Member Rebecca Hancock and seconded by Board Member Andy Horton to approve the Minutes of the August 14th 2025 meeting as submitted. Upon roll call vote on the motion, the following Board Members voted "YEA": Rhonda Cronican, Jen Munhall and Kristi Hruska Voting "NAY": None. Motion carried 5-0. — [282, 406, 502, 429]
project-number: AIP Project No: 3-31-0085-018-2025, -019/-020-2026 — [170, 134, 248, 146]
notice-body: Items Discussed: 1)Public Comments: None. 2)Past Due Report. 3)Park Project update: CCCFF Grant application was submitted; Construction to begin after April 1; Removal of current picnic shelter - 4)Spring Clean-Up Day-April 18, 2026. 5)Centennial Apartments: Manager update: Manager not in attendance; painting in apartment #3. 6)Nuisance property and resident complaints: None. 7)Correspondence Received- None. 8)Clerk Update-None. 9) Utilities/Maintenance: Sewer main back-up; Sewer rates issues; Power outage. 10)Conditional Use Permit applied for by Kellen Estates LLC to authorize a Communication Tower on real estate in the County of Saunders, State of Nebraska described as: The Southeast Quarter of the Southwest Quarter (SE1/4SW1/4) of Section One (1), Township Fifteen (15) North, Range Five (5) East of the 6th P.M., Saunders County, Nebraska. Parcel No 000326008. — [526, 181, 624, 301]
notice-line: Committee Reports and Comments -None — [282, 236, 367, 242]
notice-body: In general, the improvements on which bids are requested will require the following major construction items: construct a pre-engineered steel hangar building, construct taxilanes and ramps, and place pavement markings. — [160, 150, 258, 178]
notice-body: Bids may be held by the Wahoo Airport Authority for a period not to exceed ninety (90) days from the date of the bid opening for the purpose of evaluating bids prior to award of contract. — [160, 336, 258, 365]
firm-phone: (402) 443-3225 — [404, 1258, 436, 1264]
grand-total: GRAND TOTAL PAYROLL & CLAIMS 680322.99 — [282, 680, 380, 686]
notice-code: 3/27/2026, 4/03/2026, 4/10/2026 COL-NE-402494 — [526, 963, 613, 975]
notice-code: 3/27/2026, 4/03/2026, 4/10/2026 COL-NE-402511 — [160, 1205, 247, 1217]
notice-code: 3/20/2026, 3/27/2026, 4/03/2026 COL-NE-402489 — [160, 656, 247, 668]
claim-amount: 411,729.04 — [474, 797, 496, 803]
notice-body: Notice is hereby given that a final report and a Petition for Complete Settlement, Probate of Will, Determination of Heirs, and Determination of Inheritance Tax have been filed and are set for hearing in the County Court of Saunders County, Nebraska located at 387 N. Chestnut St., Suite 5, Wahoo, Nebraska 68066, on April 13, 2026, at or after 10 o'clock a.m. — [648, 965, 746, 1011]
notice-body: The right is reserved, as the Wahoo Airport Authority may require to reject any and all bids and to waive any informality in the bids received. — [160, 367, 258, 390]
signature: Mike Hancock, Secretary — [648, 727, 700, 733]
court-name: IN THE COUNTY COURT OF SAUNDERS COUNTY, NEBRASKA — [404, 1152, 502, 1164]
divis-estate-notice — [642, 932, 752, 1214]
notice-body: The Saunders County Ag Society will hold its regular meeting at 7 p.m. Wednesday, April 8, 2026, in the Community Building at the Saunders County Fairgrounds. — [160, 1267, 258, 1290]
notice-date: HELD ON March 12th, 2026 — [282, 68, 339, 74]
notice-line: A) Bahm Building Permit- Tabled B) Street and Alley ways- Get bids — [282, 225, 417, 231]
filed-by-label: FILED BY — [404, 1272, 425, 1278]
prague-minutes-notice — [520, 58, 630, 818]
memphis-zoning-minutes — [276, 312, 508, 526]
dateline: Friday, April 3, 2026 | A11 — [668, 10, 752, 20]
claim-line: GREAT-WEST LIFE & ANNUITY DEF COMP 1312.50 — [282, 609, 387, 615]
notice-line: A) None — [282, 361, 299, 367]
notice-line: INTRODUCTION OF RESOLUTIONS- NONE — [282, 214, 374, 220]
claim-amount: 215.84 — [482, 812, 496, 818]
claim-vendor: GREAT-WEST LIFE & ANNUITY DEF COMP — [282, 841, 368, 847]
notice-body: Notice is hereby given that Duck Camp LLC, a Nebraska Limited Liability Company has been organized under the laws of the State of Nebraska, with its initial designated office at 141 County Road 7, Ashland, Nebraska 68003. The initial agent for service of process of the Company is Matthew J. Treadway, 141 County Road 7, Ashland, Nebraska 68003. — [38, 1325, 136, 1371]
court-name: IN THE COUNTY COURT OF SAUNDERS COUNTY, NEBRASKA — [648, 942, 746, 954]
claim-vendor: REVCO SOLUTIONS INC GARNISHMENT — [282, 886, 365, 892]
signature: DAVID N LUTTON, CHAIRPERSON BOARD OF SUPERVISORS — [282, 685, 410, 691]
claim-amount: 1,312.50 — [479, 841, 496, 847]
claim-line: TEAMSTERS LOCAL #554 UNION DUES 1732.00 — [282, 669, 382, 675]
federal-provision: Title VI of the Civil Rights Act of 1964 (49 USC § 47123 and FAA Order 1400.11) — [166, 642, 258, 653]
signature-title: City Clerk/Treasurer — [38, 606, 79, 612]
signature: DEE ANNE NIDE, SAUNDERS COUNTY CLERK — [282, 690, 379, 696]
notice-code: 3/20/2026, 3/27/2026, 4/03/2026 COL-NE-402482 — [648, 1068, 735, 1080]
claim-amount: 2,473.29 — [479, 837, 496, 843]
claim-vendor: COLONIAL LIFE & ACCIDENT INS CO CANC & ACCID — [282, 812, 389, 818]
tmobile-notice — [154, 926, 264, 1116]
claim-amount: 2,884.62 — [479, 822, 496, 828]
claim-vendor: FIRST BANK NEBRASKA SOC SEC CO SH — [282, 827, 367, 833]
miller-publication-notice — [520, 830, 630, 1042]
legal-notices-banner: LEGAL NOTICES — [154, 24, 264, 41]
notice-title: MINUTES OF MEMPHIS VILLAGE BOARD MEETING — [282, 63, 392, 68]
signature-title: Village Chairperson — [282, 479, 322, 485]
payroll-claims-0324 — [276, 540, 508, 768]
federal-provision: DOT Regulation 49 CFR PART 29 - Governmentwide Debarment and Suspension and Governmentwide Requirements for Drug-free Workplace — [166, 528, 258, 551]
mcgill-estate-notice — [398, 1142, 508, 1380]
claim-line: COLONIAL LIFE & ACCIDENT INS CO CANC & ACCID 204.98 — [282, 572, 406, 578]
school-board-minutes — [642, 100, 752, 820]
notice-body: Present: Trustees- Debi Wade and Rhonda Bergman. Absent: Chairman Jason Muessel and Trustee Matt Muessigmann. Staff: Utilities/Maintenance-Tom Johnson; Clerk/Treasurer-Kelly Havlovic and Attorney Rodney Johnson. Guests: Ryan Vanek, Michelle Vanek, Woody Krog, Ken Balken, Mark Rezac, Dixie Potter, Murray Dunn, Paula Roberts, Jeff Ray. — [526, 127, 624, 178]
claim-amount: 263,517.21 — [474, 900, 496, 906]
notice-body: Prior to the meeting, an agenda will be available for review at the District Office during regular business hours and will be kept current. — [38, 1189, 136, 1206]
notice-body: Board Member Rhonda Cronican called the meeting to order at 6:00pm, and referenced the Open Meeting Act Poster at the entrance of the Town Hall. Board Members Kristi Hruska, Andy Horton, Jen Munhall and Rebecca Hancock were present. Village Clerk Katie Fair was present. Public Attendees NONE. Notice of the meeting and Agenda were given to the Chairperson and all of the members of the Village Zoning Board prior to the said meeting. — [282, 328, 502, 356]
